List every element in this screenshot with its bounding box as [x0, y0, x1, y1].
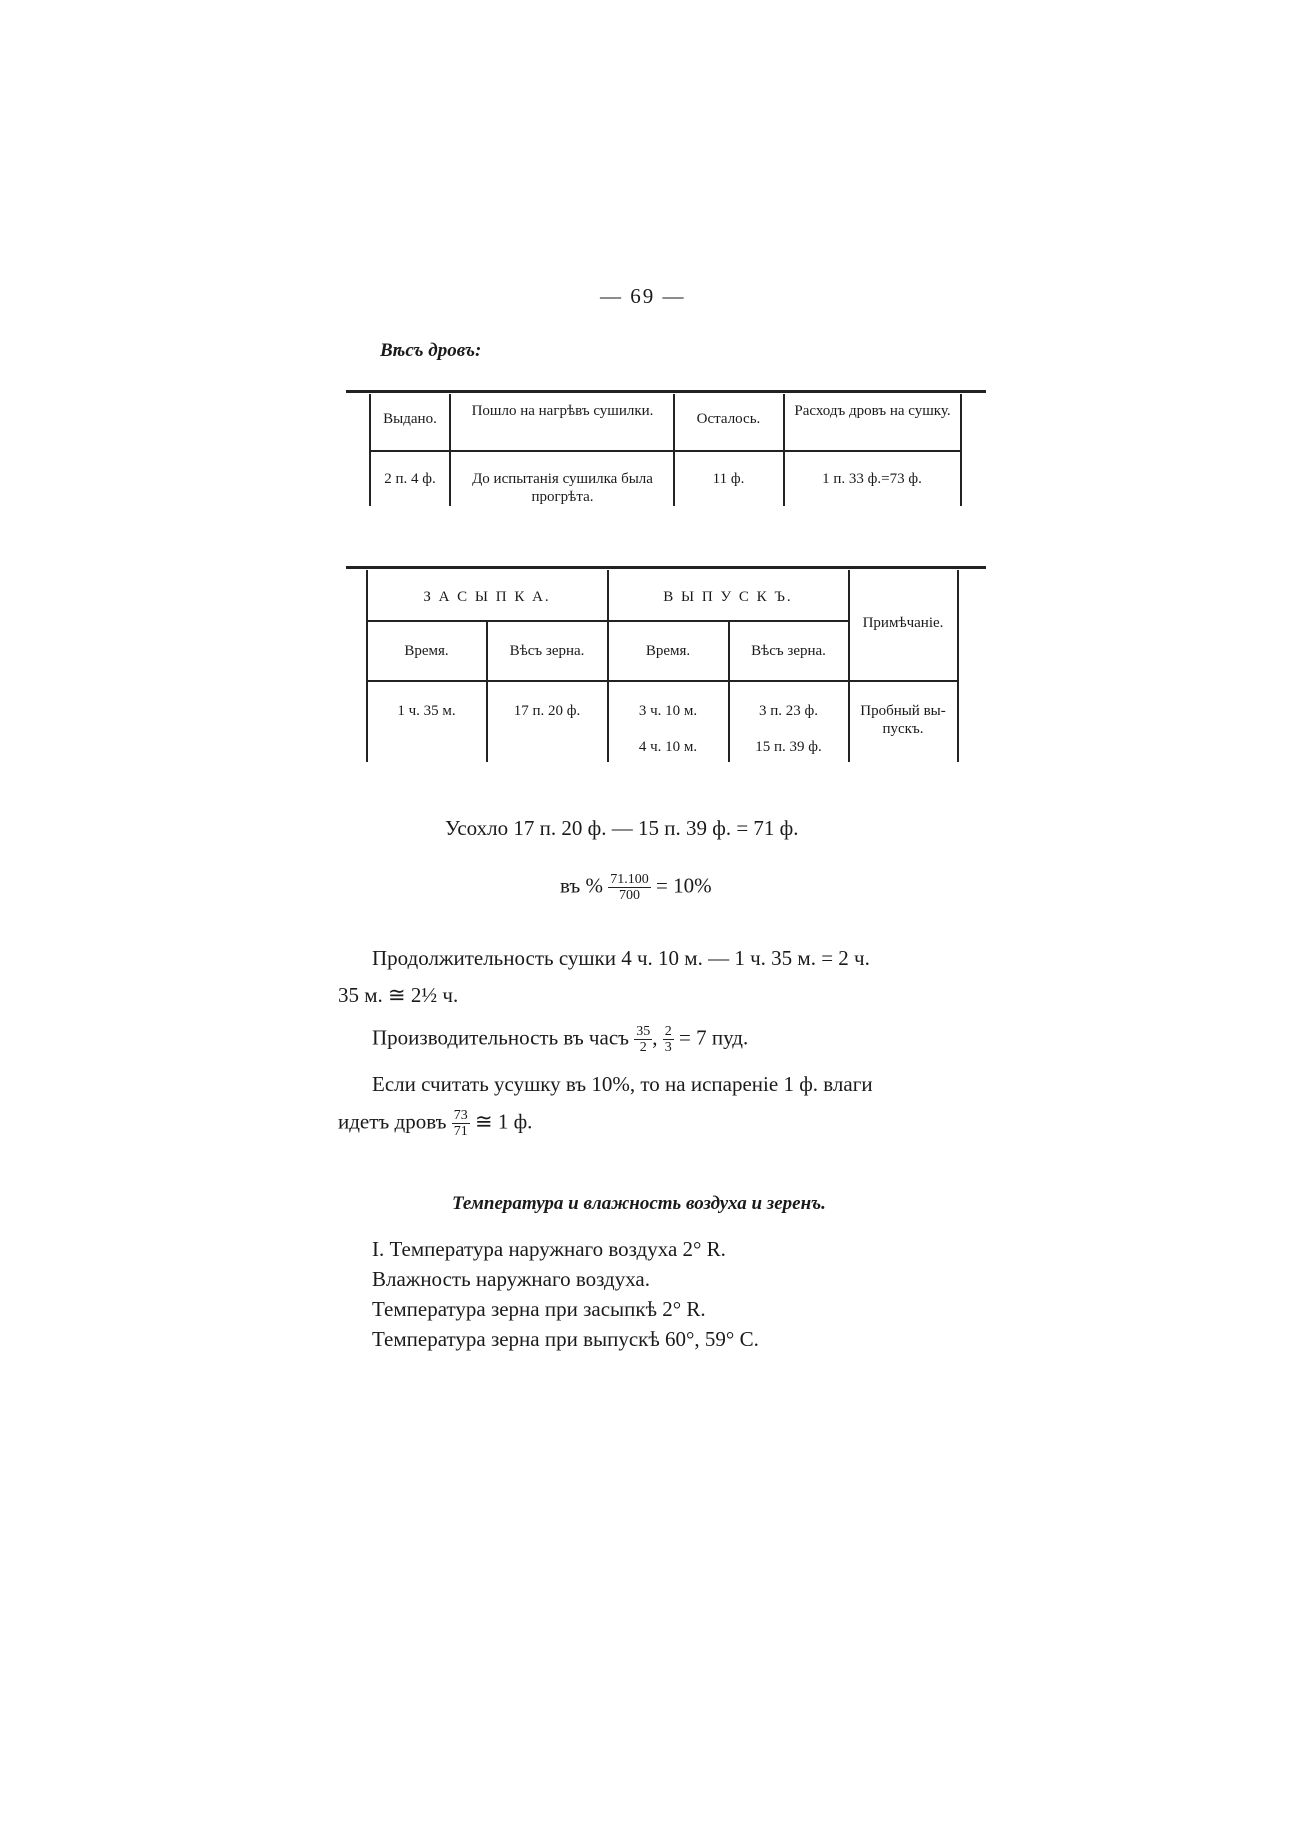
productivity-result: = 7 пуд.: [679, 1025, 749, 1050]
cell-release-time-2: 4 ч. 10 м.: [638, 739, 698, 755]
percent-result: = 10%: [656, 873, 712, 898]
frac1-num: 35: [636, 1024, 651, 1039]
header-release-time: Время.: [645, 643, 691, 659]
list-item: I. Температура наружнаго воздуха 2° R.: [372, 1237, 726, 1261]
header-heating: Пошло на нагрѣвъ сушилки.: [471, 403, 654, 419]
cell-heating: До испытанія сушилка была прогрѣта.: [472, 471, 653, 505]
frac2-num: 2: [664, 1024, 672, 1039]
evap-num: 73: [453, 1108, 468, 1123]
group-fill: З А С Ы П К А.: [423, 589, 551, 605]
cell-note: Пробный вы-пускъ.: [860, 703, 946, 737]
productivity-fraction-1: [634, 1024, 652, 1055]
frac1-den: 2: [639, 1040, 647, 1055]
list-item: Температура зерна при выпускѣ 60°, 59° C.: [372, 1327, 759, 1351]
duration-line-2: [338, 982, 458, 1008]
firewood-heading: Вѣсъ дровъ:: [380, 340, 482, 361]
evaporation-line-1: Если считать усушку въ 10%, то на испареніе 1 ф. влаги: [372, 1072, 873, 1096]
header-remaining: Осталось.: [696, 411, 761, 427]
evaporation-start: идетъ дровъ: [338, 1109, 447, 1134]
evaporation-approx: ≅: [474, 1109, 493, 1134]
cell-issued: 2 п. 4 ф.: [384, 471, 436, 487]
percent-prefix: въ %: [560, 873, 603, 898]
evaporation-fraction: [452, 1108, 470, 1139]
header-note: Примѣчаніе.: [862, 615, 944, 631]
cell-release-time-1: 3 ч. 10 м.: [638, 703, 698, 719]
productivity-fraction-2: [663, 1024, 674, 1055]
header-fill-weight: Вѣсъ зерна.: [509, 643, 585, 659]
percent-num: 71.100: [610, 872, 649, 887]
section-heading: Температура и влажность воздуха и зеренъ.: [452, 1193, 826, 1214]
percent-den: 700: [619, 888, 640, 903]
frac2-den: 3: [664, 1040, 672, 1055]
duration-start: 35 м.: [338, 983, 383, 1007]
evaporation-end: 1 ф.: [497, 1109, 533, 1134]
cell-consumption: 1 п. 33 ф.=73 ф.: [822, 471, 922, 487]
cell-release-weight-2: 15 п. 39 ф.: [755, 739, 822, 755]
percent-line: [560, 872, 712, 903]
approx-symbol: ≅: [388, 983, 406, 1007]
header-release-weight: Вѣсъ зерна.: [751, 643, 826, 659]
percent-fraction: [608, 872, 651, 903]
list-item: Влажность наружнаго воздуха.: [372, 1267, 650, 1291]
productivity-text: Производительность въ часъ: [372, 1025, 629, 1050]
header-consumption: Расходъ дровъ на сушку.: [794, 403, 951, 419]
evaporation-line-2: [338, 1108, 532, 1139]
productivity-line: Производительность въ часъ $\frac{35}{2}$ , $\frac{2}{3}$ = 7 пуд.: [372, 1024, 749, 1055]
shrinkage-line: Усохло 17 п. 20 ф. — 15 п. 39 ф. = 71 ф.: [445, 816, 799, 840]
header-fill-time: Время.: [404, 643, 449, 659]
duration-end: 2½ ч.: [410, 983, 459, 1007]
cell-release-weight-1: 3 п. 23 ф.: [759, 703, 818, 719]
list-item: Температура зерна при засыпкѣ 2° R.: [372, 1297, 706, 1321]
group-release: В Ы П У С К Ъ.: [663, 589, 793, 605]
cell-fill-weight: 17 п. 20 ф.: [513, 703, 581, 719]
cell-remaining: 11 ф.: [712, 471, 745, 487]
cell-fill-time: 1 ч. 35 м.: [397, 703, 456, 719]
duration-line-1: Продолжительность сушки 4 ч. 10 м. — 1 ч. 35 м. = 2 ч.: [372, 946, 870, 970]
header-issued: Выдано.: [383, 411, 437, 427]
evap-den: 71: [453, 1124, 468, 1139]
page-number: — 69 —: [600, 284, 686, 308]
